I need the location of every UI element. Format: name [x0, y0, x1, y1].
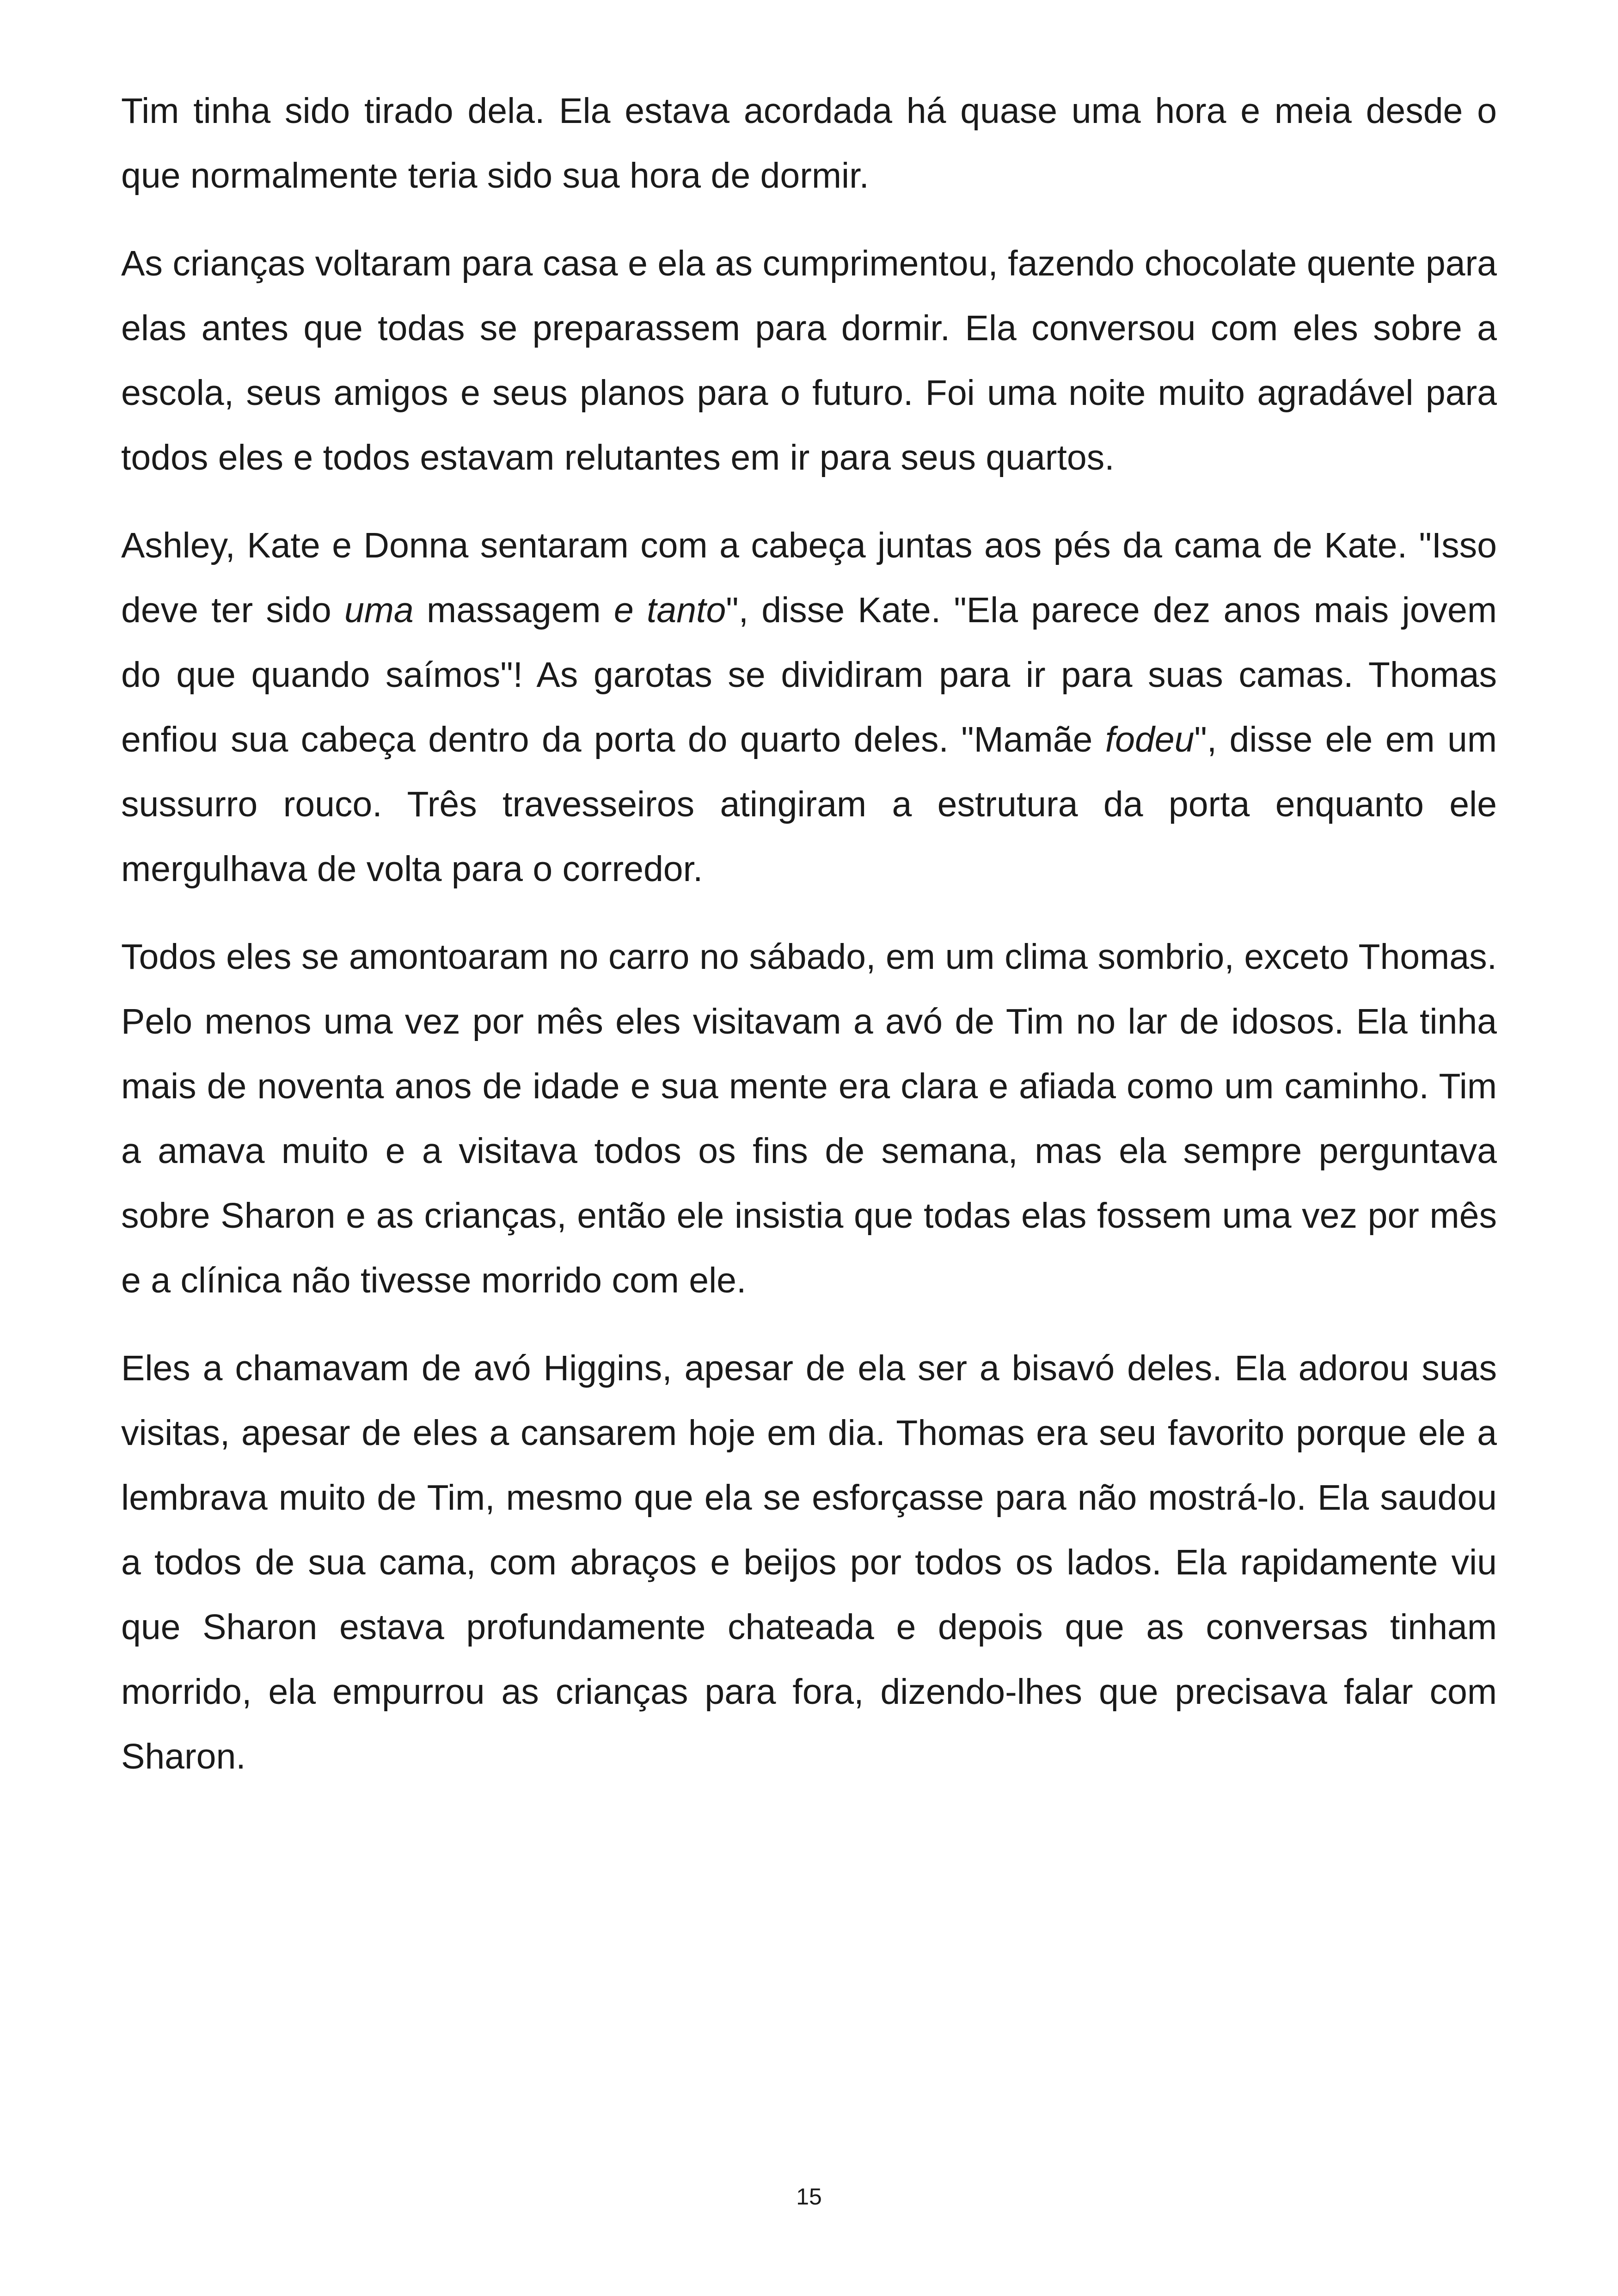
- text-run: ", disse ele em um sussurro rouco. Três travesseiros atingiram a estrutura da porta enquanto ele mergulhava de volta para o corredor.: [121, 720, 1497, 889]
- text-run: ", disse Kate. "Ela parece dez anos mais jovem do que quando saímos"! As garotas se dividiram para ir para suas camas. Thomas enfiou sua cabeça dentro da porta do quarto deles. "Mamãe: [121, 590, 1497, 759]
- italic-text: uma: [344, 590, 414, 630]
- text-run: Eles a chamavam de avó Higgins, apesar de ela ser a bisavó deles. Ela adorou suas visitas, apesar de eles a cansarem hoje em dia. Thomas era seu favorito porque ele a lembrava muito de Tim, mesmo que ela se esforçasse para não mostrá-lo. Ela saudou a todos de sua cama, com abraços e beijos por todos os lados. Ela rapidamente viu que Sharon estava profundamente chateada e depois que as conversas tinham morrido, ela empurrou as crianças para fora, dizendo-lhes que precisava falar com Sharon.: [121, 1348, 1497, 1776]
- paragraph: [121, 513, 1497, 901]
- text-run: Tim tinha sido tirado dela. Ela estava acordada há quase uma hora e meia desde o que normalmente teria sido sua hora de dormir.: [121, 91, 1497, 196]
- paragraph: [121, 1336, 1497, 1789]
- text-run: massagem: [413, 590, 614, 630]
- paragraph: [121, 231, 1497, 490]
- paragraph: [121, 925, 1497, 1313]
- text-run: Ashley, Kate e Donna sentaram com a cabeça juntas aos pés da cama de Kate. "Isso deve ter sido: [121, 526, 1497, 630]
- page-number: 15: [796, 2184, 822, 2210]
- text-run: Todos eles se amontoaram no carro no sábado, em um clima sombrio, exceto Thomas. Pelo menos uma vez por mês eles visitavam a avó de Tim no lar de idosos. Ela tinha mais de noventa anos de idade e sua mente era clara e afiada como um caminho. Tim a amava muito e a visitava todos os fins de semana, mas ela sempre perguntava sobre Sharon e as crianças, então ele insistia que todas elas fossem uma vez por mês e a clínica não tivesse morrido com ele.: [121, 937, 1497, 1300]
- italic-text: e tanto: [613, 590, 726, 630]
- italic-text: fodeu: [1105, 720, 1195, 759]
- paragraph: [121, 79, 1497, 208]
- body-text: [121, 79, 1497, 1812]
- text-run: As crianças voltaram para casa e ela as cumprimentou, fazendo chocolate quente para elas antes que todas se preparassem para dormir. Ela conversou com eles sobre a escola, seus amigos e seus planos para o futuro. Foi uma noite muito agradável para todos eles e todos estavam relutantes em ir para seus quartos.: [121, 244, 1497, 478]
